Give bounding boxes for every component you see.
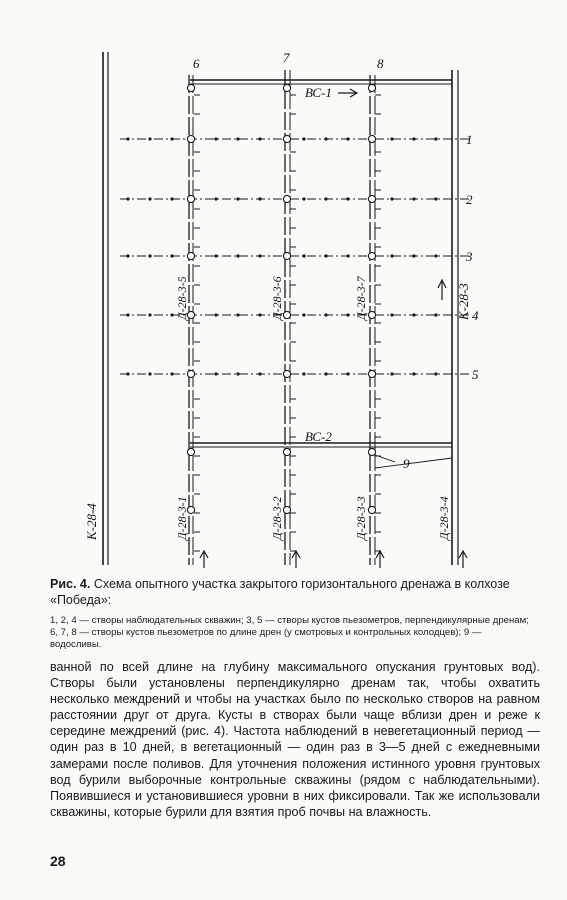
observation-well-marker (258, 254, 261, 257)
piezometer-cluster-marker (283, 252, 290, 259)
observation-well-marker (390, 254, 393, 257)
observation-well-marker (126, 254, 129, 257)
observation-well-marker (236, 254, 239, 257)
observation-well-marker (236, 313, 239, 316)
observation-well-marker (126, 197, 129, 200)
inspection-well-marker (283, 84, 290, 91)
control-well-marker (368, 506, 375, 513)
profile-number-7: 7 (283, 50, 290, 65)
inspection-well-marker (283, 448, 290, 455)
piezometer-cluster-marker (187, 195, 194, 202)
inspection-well-marker (368, 448, 375, 455)
observation-well-marker (412, 372, 415, 375)
observation-well-marker (126, 372, 129, 375)
observation-well-marker (236, 137, 239, 140)
drain-label-d-28-3-4: Д-28-3-4 (437, 496, 451, 540)
observation-well-marker (148, 137, 151, 140)
drain-label-d-28-3-2: Д-28-3-2 (270, 496, 284, 540)
profile-number-8: 8 (377, 56, 384, 71)
page-number: 28 (50, 853, 66, 869)
observation-well-marker (324, 372, 327, 375)
drain-label-d-28-3-3: Д-28-3-3 (354, 496, 368, 540)
row-number-1: 1 (466, 132, 473, 147)
observation-well-marker (236, 372, 239, 375)
outlet-label-9: 9 (403, 456, 410, 471)
piezometer-cluster-marker (368, 252, 375, 259)
observation-well-marker (346, 313, 349, 316)
observation-well-marker (170, 137, 173, 140)
observation-well-marker (390, 313, 393, 316)
observation-well-marker (346, 197, 349, 200)
observation-well-marker (390, 372, 393, 375)
observation-well-marker (412, 137, 415, 140)
caption-figure-number: Рис. 4. (50, 577, 91, 591)
observation-well-marker (148, 197, 151, 200)
observation-well-marker (346, 137, 349, 140)
piezometer-cluster-marker (368, 135, 375, 142)
row-number-5: 5 (472, 367, 479, 382)
observation-well-marker (324, 254, 327, 257)
row-number-2: 2 (466, 192, 473, 207)
observation-well-marker (346, 372, 349, 375)
observation-well-marker (302, 254, 305, 257)
observation-well-marker (390, 137, 393, 140)
observation-well-marker (170, 197, 173, 200)
row-number-4: 4 (472, 308, 479, 323)
profile-number-6: 6 (193, 56, 200, 71)
observation-well-marker (434, 254, 437, 257)
observation-well-marker (214, 313, 217, 316)
caption-title (50, 576, 530, 608)
observation-well-marker (302, 197, 305, 200)
piezometer-cluster-marker (283, 135, 290, 142)
diagram-structure (103, 52, 470, 568)
observation-well-marker (170, 313, 173, 316)
flow-arrows (200, 89, 467, 568)
drain-label-d-28-3-5: Д-28-3-5 (175, 276, 189, 320)
observation-well-marker (258, 197, 261, 200)
observation-well-marker (434, 137, 437, 140)
body-text (50, 659, 540, 820)
observation-well-marker (126, 137, 129, 140)
row-number-3: 3 (466, 249, 473, 264)
observation-well-marker (434, 313, 437, 316)
piezometer-cluster-marker (368, 195, 375, 202)
observation-well-marker (148, 313, 151, 316)
inspection-well-marker (187, 84, 194, 91)
body-paragraph: ванной по всей длине на глубину максимального опускания грунтовых вод). Створы были установлены перпендикулярно дренам так, чтобы охватить несколько междрений и чтобы на участках было по несколько створов на равном расстоянии друг от друга. Кусты в створах были чаще вблизи дрен и реже к середине междрений (рис. 4). Частота наблюдений в невегетационный период — один раз в 10 дней, в вегетационный — один раз в 3—5 дней с ежедневными замерами после поливов. Для уточнения положения истинного уровня грунтовых вод бурили выборочные контрольные скважины (рядом с наблюдательными). Появившиеся и установившиеся уровни в них фиксировали. Так же использовали скважины, которые бурили для взятия проб почвы на влажность. (50, 660, 540, 819)
observation-well-marker (148, 372, 151, 375)
observation-well-marker (324, 197, 327, 200)
observation-well-marker (214, 137, 217, 140)
observation-well-marker (258, 137, 261, 140)
observation-well-marker (434, 197, 437, 200)
observation-well-marker (390, 197, 393, 200)
observation-well-marker (258, 372, 261, 375)
observation-well-marker (148, 254, 151, 257)
caption-legend: 1, 2, 4 — створы наблюдательных скважин; 3, 5 — створы кустов пьезометров, перпендикулярные дренам; 6, 7, 8 — створы кустов пьезометров по длине дрен (у смотровых и контрольных колодцев); 9 — водосливы. (50, 615, 529, 650)
drain-label-d-28-3-1: Д-28-3-1 (175, 496, 189, 540)
piezometer-cluster-marker (187, 135, 194, 142)
drain-label-d-28-3-6: Д-28-3-6 (270, 276, 284, 320)
collector-vs-1-label: ВС-1 (305, 85, 332, 100)
piezometer-cluster-marker (368, 370, 375, 377)
control-well-marker (283, 506, 290, 513)
drain-label-d-28-3-7: Д-28-3-7 (354, 276, 368, 320)
observation-well-marker (434, 372, 437, 375)
observation-well-marker (236, 197, 239, 200)
observation-well-marker (302, 313, 305, 316)
observation-well-marker (214, 254, 217, 257)
figure-caption (50, 576, 530, 651)
observation-well-marker (302, 372, 305, 375)
collector-vs-2-label: ВС-2 (305, 429, 332, 444)
observation-well-marker (324, 137, 327, 140)
piezometer-cluster-marker (283, 195, 290, 202)
observation-well-marker (258, 313, 261, 316)
observation-well-marker (324, 313, 327, 316)
observation-well-marker (412, 313, 415, 316)
observation-well-marker (126, 313, 129, 316)
observation-well-marker (214, 372, 217, 375)
inspection-well-marker (368, 84, 375, 91)
canal-label-k-28-4: К-28-4 (84, 503, 99, 540)
piezometer-cluster-marker (187, 252, 194, 259)
inspection-well-marker (187, 448, 194, 455)
observation-well-marker (214, 197, 217, 200)
piezometer-cluster-marker (368, 311, 375, 318)
observation-well-marker (412, 254, 415, 257)
canal-label-k-28-3: К-28-3 (456, 283, 471, 320)
piezometer-cluster-marker (187, 370, 194, 377)
piezometer-cluster-marker (283, 311, 290, 318)
piezometer-cluster-marker (283, 370, 290, 377)
observation-well-marker (170, 372, 173, 375)
observation-well-marker (302, 137, 305, 140)
observation-well-marker (170, 254, 173, 257)
observation-well-marker (346, 254, 349, 257)
observation-well-marker (412, 197, 415, 200)
caption-title-text: Схема опытного участка закрытого горизонтального дренажа в колхозе «Победа»: (50, 577, 510, 607)
